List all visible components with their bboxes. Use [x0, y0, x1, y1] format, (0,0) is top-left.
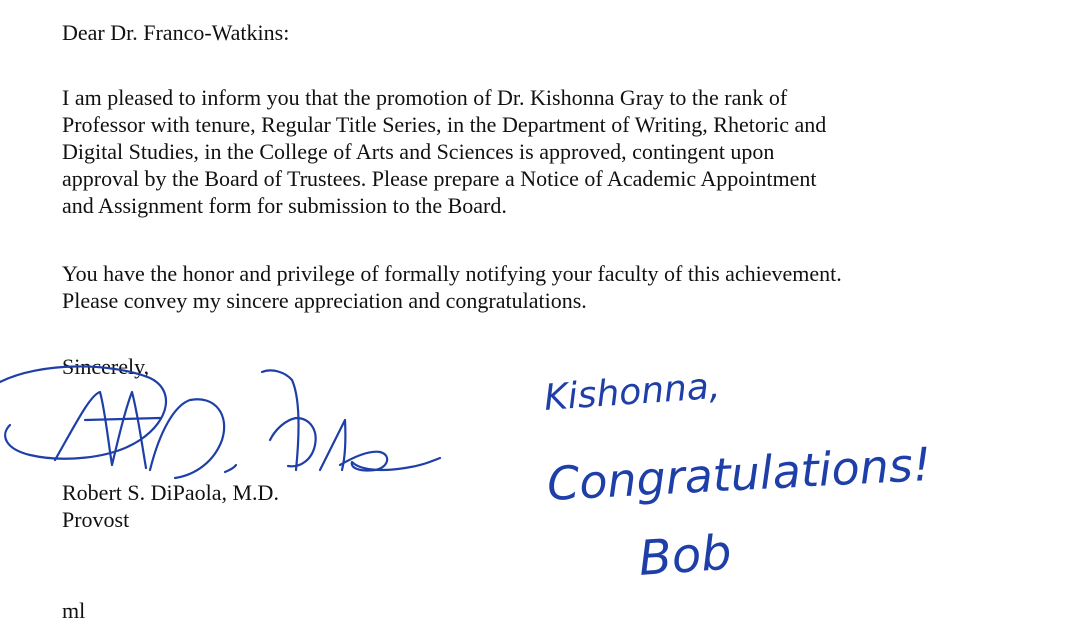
paragraph-1-line-5: and Assignment form for submission to the Board. — [62, 193, 507, 218]
signer-title: Provost — [62, 507, 130, 532]
paragraph-1-line-2: Professor with tenure, Regular Title Series, in the Department of Writing, Rhetoric and — [62, 112, 827, 137]
note-line-1: Kishonna, — [542, 365, 722, 419]
salutation: Dear Dr. Franco-Watkins: — [62, 20, 290, 45]
handwritten-signature — [0, 366, 440, 478]
paragraph-2-line-1: You have the honor and privilege of formally notifying your faculty of this achievement. — [62, 261, 842, 286]
signer-name: Robert S. DiPaola, M.D. — [62, 480, 279, 505]
typist-initials: ml — [62, 598, 86, 623]
note-line-3: Bob — [636, 524, 734, 587]
note-line-2: Congratulations! — [545, 436, 933, 511]
paragraph-1-line-1: I am pleased to inform you that the promotion of Dr. Kishonna Gray to the rank of — [62, 85, 788, 110]
paragraph-2-line-2: Please convey my sincere appreciation and congratulations. — [62, 288, 587, 313]
handwritten-note — [543, 366, 933, 587]
paragraph-1-line-4: approval by the Board of Trustees. Please prepare a Notice of Academic Appointment — [62, 166, 817, 191]
paragraph-1-line-3: Digital Studies, in the College of Arts and Sciences is approved, contingent upon — [62, 139, 775, 164]
closing: Sincerely, — [62, 354, 150, 379]
